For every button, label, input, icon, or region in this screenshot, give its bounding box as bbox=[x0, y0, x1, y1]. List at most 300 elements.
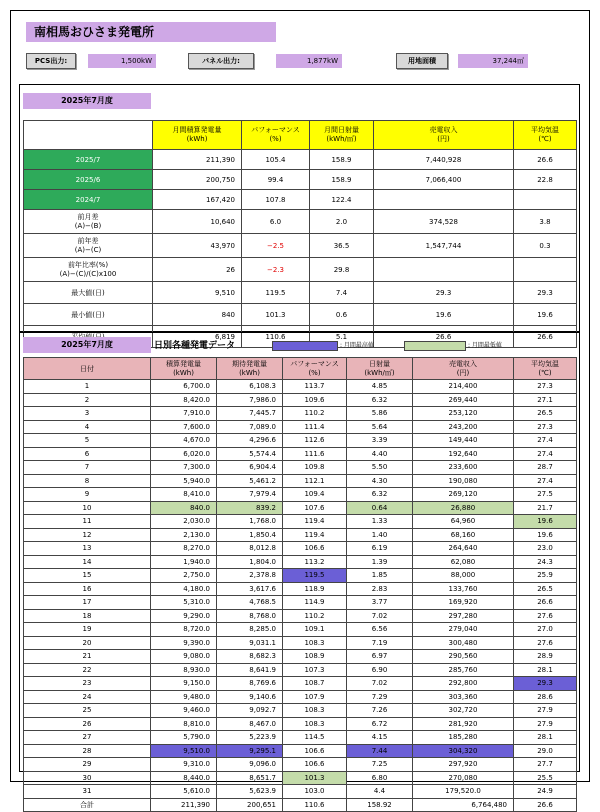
summary-row-label: 最小値(日) bbox=[24, 304, 153, 326]
daily-total-cell: 26.6 bbox=[514, 798, 577, 812]
summary-cell: 5.1 bbox=[310, 326, 374, 348]
daily-cell: 108.9 bbox=[283, 650, 347, 664]
daily-cell: 114.5 bbox=[283, 731, 347, 745]
daily-cell: 109.6 bbox=[283, 393, 347, 407]
daily-cell: 27.4 bbox=[514, 474, 577, 488]
daily-date-cell: 28 bbox=[24, 744, 151, 758]
daily-cell: 1.33 bbox=[347, 515, 413, 529]
daily-cell: 107.3 bbox=[283, 663, 347, 677]
daily-cell: 23.0 bbox=[514, 542, 577, 556]
daily-cell: 112.6 bbox=[283, 434, 347, 448]
daily-date-cell: 5 bbox=[24, 434, 151, 448]
daily-cell: 4,296.6 bbox=[217, 434, 283, 448]
daily-cell: 269,440 bbox=[413, 393, 514, 407]
daily-cell: 285,760 bbox=[413, 663, 514, 677]
daily-cell: 5.64 bbox=[347, 420, 413, 434]
daily-cell: 1.40 bbox=[347, 528, 413, 542]
daily-cell: 297,280 bbox=[413, 609, 514, 623]
summary-cell: 211,390 bbox=[153, 150, 242, 170]
daily-cell: 88,000 bbox=[413, 569, 514, 583]
daily-cell: 5,461.2 bbox=[217, 474, 283, 488]
daily-row bbox=[24, 609, 577, 623]
daily-row bbox=[24, 569, 577, 583]
daily-cell: 8,410.0 bbox=[151, 488, 217, 502]
summary-cell: 3.8 bbox=[514, 210, 577, 234]
summary-row-label: 前月差 (A)−(B) bbox=[24, 210, 153, 234]
daily-cell: 233,600 bbox=[413, 461, 514, 475]
summary-cell: 200,750 bbox=[153, 170, 242, 190]
daily-date-cell: 27 bbox=[24, 731, 151, 745]
daily-cell: 840.0 bbox=[151, 501, 217, 515]
daily-cell: 106.6 bbox=[283, 542, 347, 556]
daily-date-cell: 1 bbox=[24, 380, 151, 394]
summary-cell: 19.6 bbox=[374, 304, 514, 326]
summary-cell bbox=[514, 258, 577, 282]
daily-cell: 27.4 bbox=[514, 447, 577, 461]
daily-cell: 7,600.0 bbox=[151, 420, 217, 434]
daily-cell: 304,320 bbox=[413, 744, 514, 758]
daily-cell: 27.4 bbox=[514, 434, 577, 448]
daily-cell: 7.29 bbox=[347, 690, 413, 704]
daily-header-cell: 売電収入 (円) bbox=[413, 358, 514, 380]
daily-row bbox=[24, 528, 577, 542]
daily-cell: 4.4 bbox=[347, 785, 413, 799]
daily-header-cell: 日付 bbox=[24, 358, 151, 380]
daily-cell: 7.02 bbox=[347, 609, 413, 623]
panel-value: 1,877kW bbox=[276, 54, 342, 68]
daily-total-cell: 6,764,480 bbox=[413, 798, 514, 812]
daily-cell: 253,120 bbox=[413, 407, 514, 421]
daily-cell: 2.83 bbox=[347, 582, 413, 596]
daily-cell: 133,760 bbox=[413, 582, 514, 596]
summary-cell: −2.3 bbox=[242, 258, 310, 282]
daily-cell: 292,800 bbox=[413, 677, 514, 691]
plant-title: 南相馬おひさま発電所 bbox=[26, 22, 276, 42]
summary-cell: 0.6 bbox=[310, 304, 374, 326]
daily-cell: 27.3 bbox=[514, 380, 577, 394]
daily-cell: 28.6 bbox=[514, 690, 577, 704]
summary-cell: 119.5 bbox=[242, 282, 310, 304]
daily-row bbox=[24, 542, 577, 556]
daily-date-cell: 23 bbox=[24, 677, 151, 691]
daily-cell: 4.40 bbox=[347, 447, 413, 461]
summary-cell bbox=[514, 190, 577, 210]
summary-row-label: 最大値(日) bbox=[24, 282, 153, 304]
daily-cell: 5,574.4 bbox=[217, 447, 283, 461]
daily-row bbox=[24, 447, 577, 461]
daily-cell: 27.6 bbox=[514, 609, 577, 623]
summary-cell bbox=[374, 258, 514, 282]
daily-cell: 8,930.0 bbox=[151, 663, 217, 677]
daily-cell: 9,460.0 bbox=[151, 704, 217, 718]
daily-cell: 270,080 bbox=[413, 771, 514, 785]
daily-cell: 29.3 bbox=[514, 677, 577, 691]
summary-cell: 10,640 bbox=[153, 210, 242, 234]
daily-cell: 109.4 bbox=[283, 488, 347, 502]
daily-row bbox=[24, 380, 577, 394]
daily-row bbox=[24, 704, 577, 718]
daily-cell: 6.32 bbox=[347, 488, 413, 502]
daily-cell: 1,804.0 bbox=[217, 555, 283, 569]
daily-cell: 106.6 bbox=[283, 744, 347, 758]
daily-cell: 279,040 bbox=[413, 623, 514, 637]
daily-cell: 7.26 bbox=[347, 704, 413, 718]
land-value: 37,244㎡ bbox=[458, 54, 528, 68]
summary-row bbox=[24, 304, 577, 326]
daily-header-cell: パフォーマンス (%) bbox=[283, 358, 347, 380]
daily-cell: 5,223.9 bbox=[217, 731, 283, 745]
daily-cell: 27.5 bbox=[514, 488, 577, 502]
summary-row bbox=[24, 170, 577, 190]
daily-date-cell: 26 bbox=[24, 717, 151, 731]
daily-cell: 5.86 bbox=[347, 407, 413, 421]
daily-cell: 27.7 bbox=[514, 758, 577, 772]
daily-cell: 6.56 bbox=[347, 623, 413, 637]
daily-cell: 8,440.0 bbox=[151, 771, 217, 785]
daily-cell: 28.1 bbox=[514, 731, 577, 745]
summary-cell: 99.4 bbox=[242, 170, 310, 190]
daily-cell: 109.1 bbox=[283, 623, 347, 637]
summary-cell: 7.4 bbox=[310, 282, 374, 304]
summary-section-title: 2025年7月度 bbox=[23, 93, 151, 109]
daily-section-title: 2025年7月度 bbox=[23, 337, 151, 353]
summary-cell: 107.8 bbox=[242, 190, 310, 210]
summary-cell: 840 bbox=[153, 304, 242, 326]
daily-cell: 107.9 bbox=[283, 690, 347, 704]
summary-cell: 2.0 bbox=[310, 210, 374, 234]
legend-min-swatch bbox=[404, 341, 466, 351]
daily-cell: 269,120 bbox=[413, 488, 514, 502]
daily-cell: 3.77 bbox=[347, 596, 413, 610]
daily-cell: 108.3 bbox=[283, 636, 347, 650]
daily-date-cell: 24 bbox=[24, 690, 151, 704]
daily-cell: 2,030.0 bbox=[151, 515, 217, 529]
summary-cell: 29.3 bbox=[514, 282, 577, 304]
daily-cell: 9,290.0 bbox=[151, 609, 217, 623]
daily-cell: 21.7 bbox=[514, 501, 577, 515]
daily-row bbox=[24, 636, 577, 650]
daily-cell: 28.1 bbox=[514, 663, 577, 677]
summary-row bbox=[24, 150, 577, 170]
daily-cell: 9,080.0 bbox=[151, 650, 217, 664]
daily-cell: 119.5 bbox=[283, 569, 347, 583]
daily-row bbox=[24, 515, 577, 529]
daily-cell: 6,904.4 bbox=[217, 461, 283, 475]
daily-header-cell: 期待発電量 (kWh) bbox=[217, 358, 283, 380]
daily-date-cell: 15 bbox=[24, 569, 151, 583]
daily-date-cell: 17 bbox=[24, 596, 151, 610]
daily-row bbox=[24, 717, 577, 731]
legend-max-swatch bbox=[272, 341, 338, 351]
daily-cell: 300,480 bbox=[413, 636, 514, 650]
summary-cell: 105.4 bbox=[242, 150, 310, 170]
daily-cell: 9,140.6 bbox=[217, 690, 283, 704]
daily-cell: 8,682.3 bbox=[217, 650, 283, 664]
daily-cell: 214,400 bbox=[413, 380, 514, 394]
daily-row bbox=[24, 488, 577, 502]
daily-row bbox=[24, 623, 577, 637]
daily-cell: 4.85 bbox=[347, 380, 413, 394]
daily-cell: 8,768.0 bbox=[217, 609, 283, 623]
summary-cell: 22.8 bbox=[514, 170, 577, 190]
daily-row bbox=[24, 420, 577, 434]
daily-cell: 28.7 bbox=[514, 461, 577, 475]
daily-cell: 6.32 bbox=[347, 393, 413, 407]
daily-date-cell: 20 bbox=[24, 636, 151, 650]
daily-cell: 8,420.0 bbox=[151, 393, 217, 407]
daily-cell: 27.3 bbox=[514, 420, 577, 434]
legend-max-label: : 月間最高値 bbox=[340, 342, 374, 349]
daily-cell: 8,285.0 bbox=[217, 623, 283, 637]
summary-row-label: 2024/7 bbox=[24, 190, 153, 210]
daily-cell: 111.6 bbox=[283, 447, 347, 461]
daily-row bbox=[24, 650, 577, 664]
daily-date-cell: 21 bbox=[24, 650, 151, 664]
daily-date-cell: 16 bbox=[24, 582, 151, 596]
daily-cell: 169,920 bbox=[413, 596, 514, 610]
daily-date-cell: 8 bbox=[24, 474, 151, 488]
daily-cell: 112.1 bbox=[283, 474, 347, 488]
daily-cell: 185,280 bbox=[413, 731, 514, 745]
daily-cell: 5,940.0 bbox=[151, 474, 217, 488]
daily-row bbox=[24, 771, 577, 785]
daily-cell: 8,720.0 bbox=[151, 623, 217, 637]
summary-header-row bbox=[24, 121, 577, 150]
daily-cell: 119.4 bbox=[283, 528, 347, 542]
legend-min-label: : 月間最低値 bbox=[468, 342, 502, 349]
summary-row-label: 前年比率(%) (A)−(C)/(C)x100 bbox=[24, 258, 153, 282]
daily-cell: 4.30 bbox=[347, 474, 413, 488]
daily-row bbox=[24, 690, 577, 704]
daily-cell: 110.2 bbox=[283, 609, 347, 623]
summary-cell: 374,528 bbox=[374, 210, 514, 234]
daily-total-label: 合計 bbox=[24, 798, 151, 812]
daily-cell: 2,750.0 bbox=[151, 569, 217, 583]
daily-cell: 24.3 bbox=[514, 555, 577, 569]
daily-cell: 281,920 bbox=[413, 717, 514, 731]
daily-cell: 7.02 bbox=[347, 677, 413, 691]
daily-cell: 8,467.0 bbox=[217, 717, 283, 731]
daily-cell: 62,080 bbox=[413, 555, 514, 569]
summary-cell: 26.6 bbox=[514, 150, 577, 170]
summary-header-cell: 売電収入 (円) bbox=[374, 121, 514, 150]
summary-cell: 6.0 bbox=[242, 210, 310, 234]
summary-cell: 122.4 bbox=[310, 190, 374, 210]
daily-cell: 5.50 bbox=[347, 461, 413, 475]
daily-cell: 190,080 bbox=[413, 474, 514, 488]
summary-cell: 29.3 bbox=[374, 282, 514, 304]
daily-cell: 4,180.0 bbox=[151, 582, 217, 596]
summary-cell bbox=[374, 190, 514, 210]
summary-header-cell: パフォーマンス (%) bbox=[242, 121, 310, 150]
daily-date-cell: 2 bbox=[24, 393, 151, 407]
daily-cell: 29.0 bbox=[514, 744, 577, 758]
daily-total-cell: 110.6 bbox=[283, 798, 347, 812]
daily-cell: 1,850.4 bbox=[217, 528, 283, 542]
daily-cell: 68,160 bbox=[413, 528, 514, 542]
summary-cell: 36.5 bbox=[310, 234, 374, 258]
daily-cell: 108.7 bbox=[283, 677, 347, 691]
daily-cell: 5,790.0 bbox=[151, 731, 217, 745]
land-label: 用地面積 bbox=[396, 53, 448, 69]
summary-cell: 101.3 bbox=[242, 304, 310, 326]
daily-cell: 119.4 bbox=[283, 515, 347, 529]
summary-cell: 110.6 bbox=[242, 326, 310, 348]
daily-total-row bbox=[24, 798, 577, 812]
daily-cell: 0.64 bbox=[347, 501, 413, 515]
daily-row bbox=[24, 555, 577, 569]
daily-cell: 113.7 bbox=[283, 380, 347, 394]
summary-cell: 43,970 bbox=[153, 234, 242, 258]
daily-date-cell: 13 bbox=[24, 542, 151, 556]
daily-cell: 6.72 bbox=[347, 717, 413, 731]
daily-cell: 149,440 bbox=[413, 434, 514, 448]
daily-cell: 24.9 bbox=[514, 785, 577, 799]
daily-row bbox=[24, 744, 577, 758]
daily-row bbox=[24, 758, 577, 772]
panel-label: パネル出力: bbox=[188, 53, 254, 69]
daily-cell: 118.9 bbox=[283, 582, 347, 596]
daily-cell: 108.3 bbox=[283, 704, 347, 718]
daily-cell: 111.4 bbox=[283, 420, 347, 434]
daily-cell: 106.6 bbox=[283, 758, 347, 772]
daily-cell: 26,880 bbox=[413, 501, 514, 515]
daily-row bbox=[24, 731, 577, 745]
summary-row bbox=[24, 210, 577, 234]
daily-cell: 7.44 bbox=[347, 744, 413, 758]
daily-cell: 114.9 bbox=[283, 596, 347, 610]
daily-row bbox=[24, 434, 577, 448]
daily-cell: 25.5 bbox=[514, 771, 577, 785]
summary-row bbox=[24, 190, 577, 210]
daily-cell: 9,480.0 bbox=[151, 690, 217, 704]
daily-row bbox=[24, 393, 577, 407]
daily-header-cell: 日射量 (kWh/㎡) bbox=[347, 358, 413, 380]
summary-cell: 158.9 bbox=[310, 170, 374, 190]
daily-cell: 9,310.0 bbox=[151, 758, 217, 772]
summary-cell: 26 bbox=[153, 258, 242, 282]
daily-cell: 27.1 bbox=[514, 393, 577, 407]
daily-date-cell: 11 bbox=[24, 515, 151, 529]
daily-cell: 28.9 bbox=[514, 650, 577, 664]
daily-cell: 101.3 bbox=[283, 771, 347, 785]
summary-cell: 26.6 bbox=[374, 326, 514, 348]
summary-cell: 19.6 bbox=[514, 304, 577, 326]
daily-row bbox=[24, 501, 577, 515]
daily-cell: 6,020.0 bbox=[151, 447, 217, 461]
daily-date-cell: 25 bbox=[24, 704, 151, 718]
daily-cell: 108.3 bbox=[283, 717, 347, 731]
daily-cell: 6,700.0 bbox=[151, 380, 217, 394]
daily-cell: 5,310.0 bbox=[151, 596, 217, 610]
daily-cell: 5,623.9 bbox=[217, 785, 283, 799]
daily-cell: 7,979.4 bbox=[217, 488, 283, 502]
summary-cell: 0.3 bbox=[514, 234, 577, 258]
summary-row-label: 2025/6 bbox=[24, 170, 153, 190]
daily-date-cell: 29 bbox=[24, 758, 151, 772]
daily-cell: 7,089.0 bbox=[217, 420, 283, 434]
daily-cell: 64,960 bbox=[413, 515, 514, 529]
summary-row-label: 前年差 (A)−(C) bbox=[24, 234, 153, 258]
daily-cell: 303,360 bbox=[413, 690, 514, 704]
daily-row bbox=[24, 596, 577, 610]
daily-cell: 6,108.3 bbox=[217, 380, 283, 394]
daily-cell: 26.5 bbox=[514, 407, 577, 421]
daily-cell: 107.6 bbox=[283, 501, 347, 515]
daily-cell: 3,617.6 bbox=[217, 582, 283, 596]
summary-cell: 9,510 bbox=[153, 282, 242, 304]
daily-cell: 3.39 bbox=[347, 434, 413, 448]
daily-row bbox=[24, 785, 577, 799]
daily-date-cell: 9 bbox=[24, 488, 151, 502]
daily-cell: 19.6 bbox=[514, 515, 577, 529]
daily-cell: 8,270.0 bbox=[151, 542, 217, 556]
daily-date-cell: 3 bbox=[24, 407, 151, 421]
daily-cell: 8,810.0 bbox=[151, 717, 217, 731]
summary-cell: 7,440,928 bbox=[374, 150, 514, 170]
daily-date-cell: 19 bbox=[24, 623, 151, 637]
daily-cell: 6.97 bbox=[347, 650, 413, 664]
daily-table bbox=[23, 357, 577, 812]
summary-cell: 158.9 bbox=[310, 150, 374, 170]
daily-cell: 7.25 bbox=[347, 758, 413, 772]
daily-date-cell: 30 bbox=[24, 771, 151, 785]
summary-table bbox=[23, 120, 577, 348]
daily-row bbox=[24, 461, 577, 475]
daily-total-cell: 211,390 bbox=[151, 798, 217, 812]
pcs-value: 1,500kW bbox=[88, 54, 156, 68]
daily-cell: 7.19 bbox=[347, 636, 413, 650]
daily-total-cell: 200,651 bbox=[217, 798, 283, 812]
daily-cell: 9,150.0 bbox=[151, 677, 217, 691]
daily-row bbox=[24, 663, 577, 677]
daily-cell: 7,300.0 bbox=[151, 461, 217, 475]
daily-cell: 290,560 bbox=[413, 650, 514, 664]
daily-cell: 6.80 bbox=[347, 771, 413, 785]
summary-row-label: 2025/7 bbox=[24, 150, 153, 170]
daily-cell: 6.90 bbox=[347, 663, 413, 677]
daily-cell: 192,640 bbox=[413, 447, 514, 461]
summary-row bbox=[24, 258, 577, 282]
daily-row bbox=[24, 582, 577, 596]
summary-row bbox=[24, 234, 577, 258]
daily-cell: 27.9 bbox=[514, 717, 577, 731]
summary-cell: 6,819 bbox=[153, 326, 242, 348]
daily-cell: 7,910.0 bbox=[151, 407, 217, 421]
summary-cell: −2.5 bbox=[242, 234, 310, 258]
daily-cell: 4,670.0 bbox=[151, 434, 217, 448]
pcs-label: PCS出力: bbox=[26, 53, 76, 69]
daily-cell: 6.19 bbox=[347, 542, 413, 556]
daily-date-cell: 22 bbox=[24, 663, 151, 677]
daily-cell: 27.9 bbox=[514, 704, 577, 718]
daily-cell: 1,940.0 bbox=[151, 555, 217, 569]
daily-cell: 113.2 bbox=[283, 555, 347, 569]
summary-cell: 29.8 bbox=[310, 258, 374, 282]
daily-cell: 1,768.0 bbox=[217, 515, 283, 529]
daily-cell: 4,768.5 bbox=[217, 596, 283, 610]
daily-cell: 1.39 bbox=[347, 555, 413, 569]
daily-total-cell: 158.92 bbox=[347, 798, 413, 812]
daily-cell: 19.6 bbox=[514, 528, 577, 542]
daily-date-cell: 4 bbox=[24, 420, 151, 434]
daily-cell: 25.9 bbox=[514, 569, 577, 583]
daily-cell: 4.15 bbox=[347, 731, 413, 745]
daily-header-cell: 積算発電量 (kWh) bbox=[151, 358, 217, 380]
daily-row bbox=[24, 677, 577, 691]
daily-header-cell: 平均気温 (℃) bbox=[514, 358, 577, 380]
daily-cell: 9,096.0 bbox=[217, 758, 283, 772]
